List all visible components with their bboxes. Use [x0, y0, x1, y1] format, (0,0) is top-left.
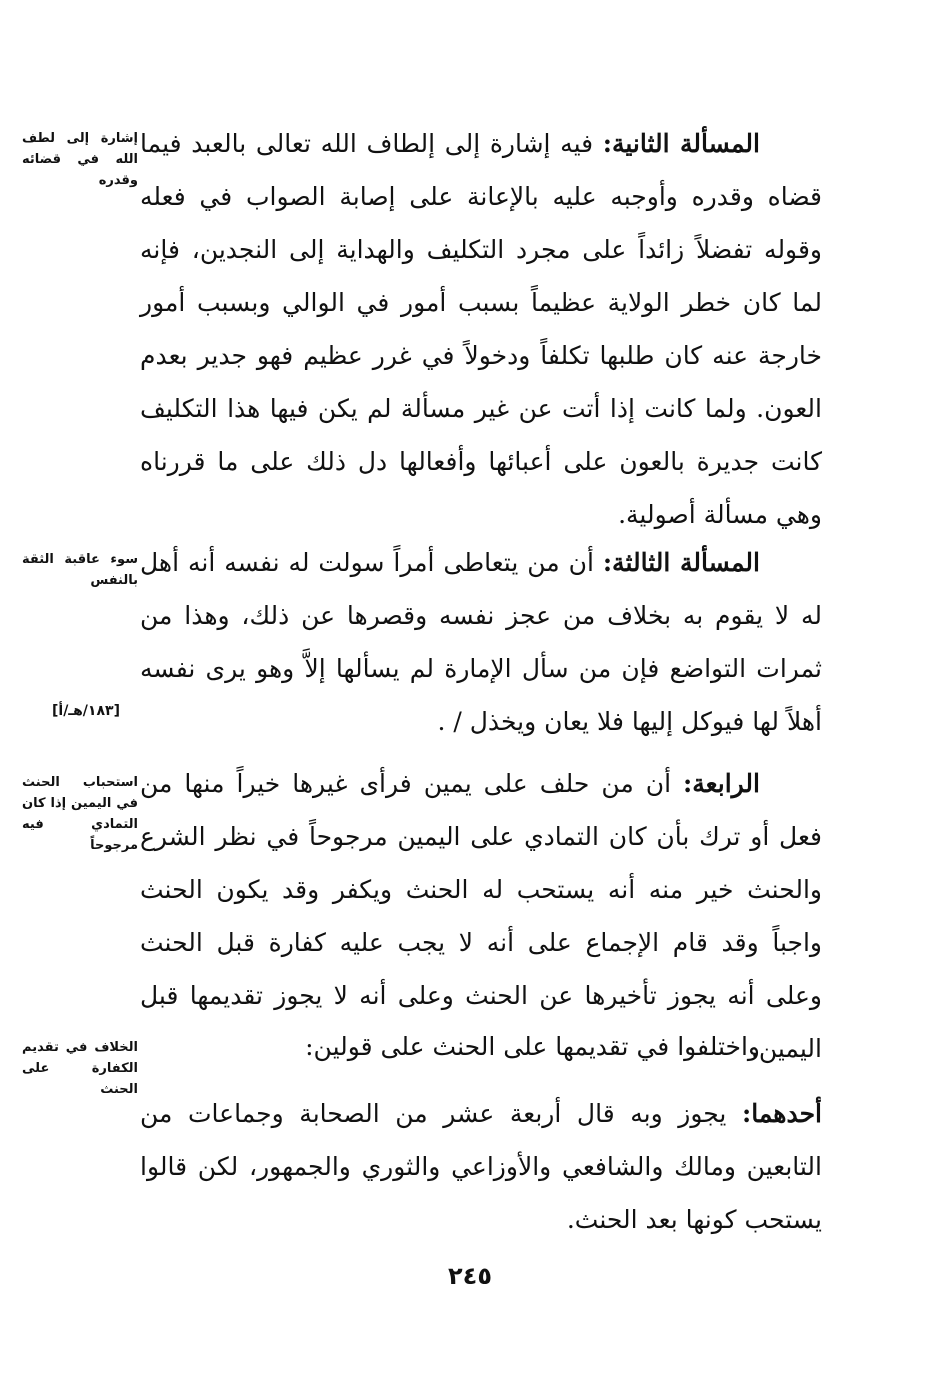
paragraph-ikhtilaf [140, 1020, 822, 1073]
paragraph-text: أن من يتعاطى أمراً سولت له نفسه أنه أهل له لا يقوم به بخلاف من عجز نفسه وقصرها عن ذلك، وهذا من ثمرات التواضع فإن من سأل الإمارة لم يسألها إلاَّ وهو يرى نفسه أهلاً لها فيوكل إليها فلا يعان ويخذل / . [140, 548, 822, 736]
margin-note-4: الخلاف في تقديم الكفارة على الحنث [22, 1040, 138, 1097]
page-number: ٢٤٥ [448, 1262, 492, 1290]
paragraph-lead: الرابعة: [683, 769, 760, 798]
margin-note-3: استحباب الحنث في اليمين إذا كان التمادي فيه مرجوحاً [22, 775, 138, 853]
paragraph-lead: المسألة الثالثة: [602, 548, 760, 577]
paragraph-masala-2 [140, 117, 822, 541]
paragraph-lead: المسألة الثانية: [602, 129, 760, 158]
paragraph-masala-3 [140, 536, 822, 748]
paragraph-text: فيه إشارة إلى إلطاف الله تعالى بالعبد فيما قضاه وقدره وأوجبه عليه بالإعانة على إصابة الصواب في فعله وقوله تفضلاً زائداً على مجرد التكليف والهداية إلى النجدين، فإنه لما كان خطر الولاية عظيماً بسبب أمور في الوالي وبسبب أمور خارجة عنه كان طلبها تكلفاً ودخولاً في غرر عظيم فهو جدير بعدم العون. ولما كانت إذا أتت عن غير مسألة لم يكن فيها هذا التكليف كانت جديرة بالعون على أعبائها وأفعالها دل ذلك على ما قررناه وهي مسألة أصولية. [140, 129, 822, 529]
margin-note-2: سوء عاقبة الثقة بالنفس [22, 552, 138, 588]
margin-note-1: إشارة إلى لطف الله في قضائه وقدره [22, 131, 138, 188]
paragraph-lead: أحدهما: [741, 1099, 822, 1128]
paragraph-text: واختلفوا في تقديمها على الحنث على قولين: [305, 1032, 760, 1061]
manuscript-folio-reference: [١٨٣/هـ/أ] [52, 703, 120, 719]
paragraph-text: يجوز وبه قال أربعة عشر من الصحابة وجماعات من التابعين ومالك والشافعي والأوزاعي والثوري والجمهور، لكن قالوا يستحب كونها بعد الحنث. [140, 1099, 822, 1234]
paragraph-ahaduhuma [140, 1087, 822, 1246]
paragraph-text: أن من حلف على يمين فرأى غيرها خيراً منها من فعل أو ترك بأن كان التمادي على اليمين مرجوحاً في نظر الشرع والحنث خير منه أنه يستحب له الحنث ويكفر وقد يكون الحنث واجباً وقد قام الإجماع على أنه لا يجب عليه كفارة قبل الحنث وعلى أنه يجوز تأخيرها عن الحنث وعلى أنه لا يجوز تقديمها قبل اليمين. [140, 769, 822, 1063]
